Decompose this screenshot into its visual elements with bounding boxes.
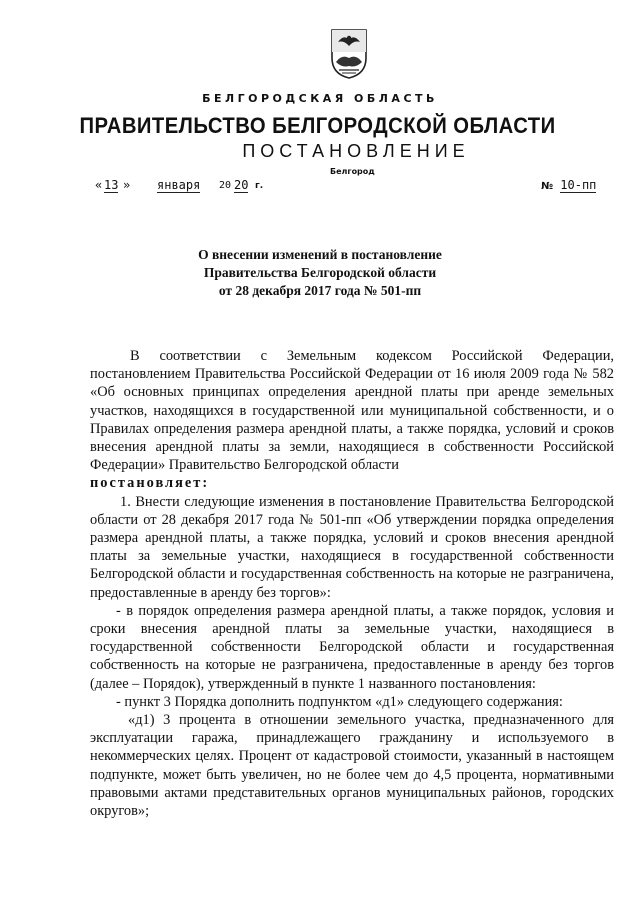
paragraph-amendment-clause: - пункт 3 Порядка дополнить подпунктом «д1» следующего содержания: bbox=[116, 693, 563, 710]
paragraph-amendment-order: - в порядок определения размера арендной платы, а также порядок, условия и сроки внесения арендной платы за земельные участки, находящиеся в государственной собственности Белгородской области и государственная собственность на которые не разграничена, предоставленные в аренду без торгов (далее – Порядок), утвержденный в пункте 1 названного постановления: bbox=[90, 602, 614, 692]
number-label: № bbox=[541, 181, 554, 192]
date-year-abbr: г. bbox=[255, 181, 264, 191]
date-month: января bbox=[157, 178, 201, 192]
paragraph-preamble: В соответствии с Земельным кодексом Российской Федерации, постановлением Правительства Российской Федерации от 16 июля 2009 года № 582 «Об основных принципах определения арендной платы при аренде земельных участков, находящихся в государственной или муниципальной собственности, и о Правилах определения размера арендной платы, а также порядка, условий и сроков внесения арендной платы за земли, находящиеся в собственности Российской Федерации» Правительство Белгородской области bbox=[90, 348, 614, 474]
date-year-suffix: 20 bbox=[234, 178, 249, 192]
date-open-quote: « bbox=[95, 178, 103, 192]
title-line-2: Правительства Белгородской области bbox=[203, 265, 437, 280]
region-name: БЕЛГОРОДСКАЯ ОБЛАСТЬ bbox=[202, 92, 438, 105]
document-type: ПОСТАНОВЛЕНИЕ bbox=[242, 141, 470, 161]
date-day: 13 bbox=[104, 178, 119, 192]
number-value: 10-пп bbox=[560, 178, 597, 192]
document-number bbox=[541, 178, 596, 192]
date-close-quote: » bbox=[123, 178, 131, 192]
government-name: ПРАВИТЕЛЬСТВО БЕЛГОРОДСКОЙ ОБЛАСТИ bbox=[79, 113, 556, 138]
paragraph-item-1: 1. Внести следующие изменения в постановление Правительства Белгородской области от 28 декабря 2017 года № 501-пп «Об утверждении порядка определения размера арендной платы, а также порядка, условий и сроков внесения арендной платы за земельные участки, находящиеся в государственной собственности Белгородской области и государственная собственность на которые не разграничена, предоставленные в аренду без торгов»: bbox=[90, 493, 614, 601]
title-line-3: от 28 декабря 2017 года № 501-пп bbox=[218, 283, 422, 298]
action-word: постановляет: bbox=[90, 475, 210, 492]
title-line-1: О внесении изменений в постановление bbox=[198, 247, 442, 262]
city-name: Белгород bbox=[330, 167, 375, 176]
document-title bbox=[0, 246, 640, 300]
paragraph-new-subclause: «д1) 3 процента в отношении земельного участка, предназначенного для эксплуатации гаража, принадлежащего гражданину и используемого в некоммерческих целях. Процент от кадастровой стоимости, указанный в настоящем подпункте, может быть увеличен, но не более чем до 4,5 процента, нормативными правовыми актами представительных органов муниципальных районов, городских округов»; bbox=[90, 712, 614, 820]
document-body bbox=[90, 347, 614, 820]
coat-of-arms-icon bbox=[330, 28, 368, 80]
date-year-prefix: 20 bbox=[219, 180, 232, 191]
